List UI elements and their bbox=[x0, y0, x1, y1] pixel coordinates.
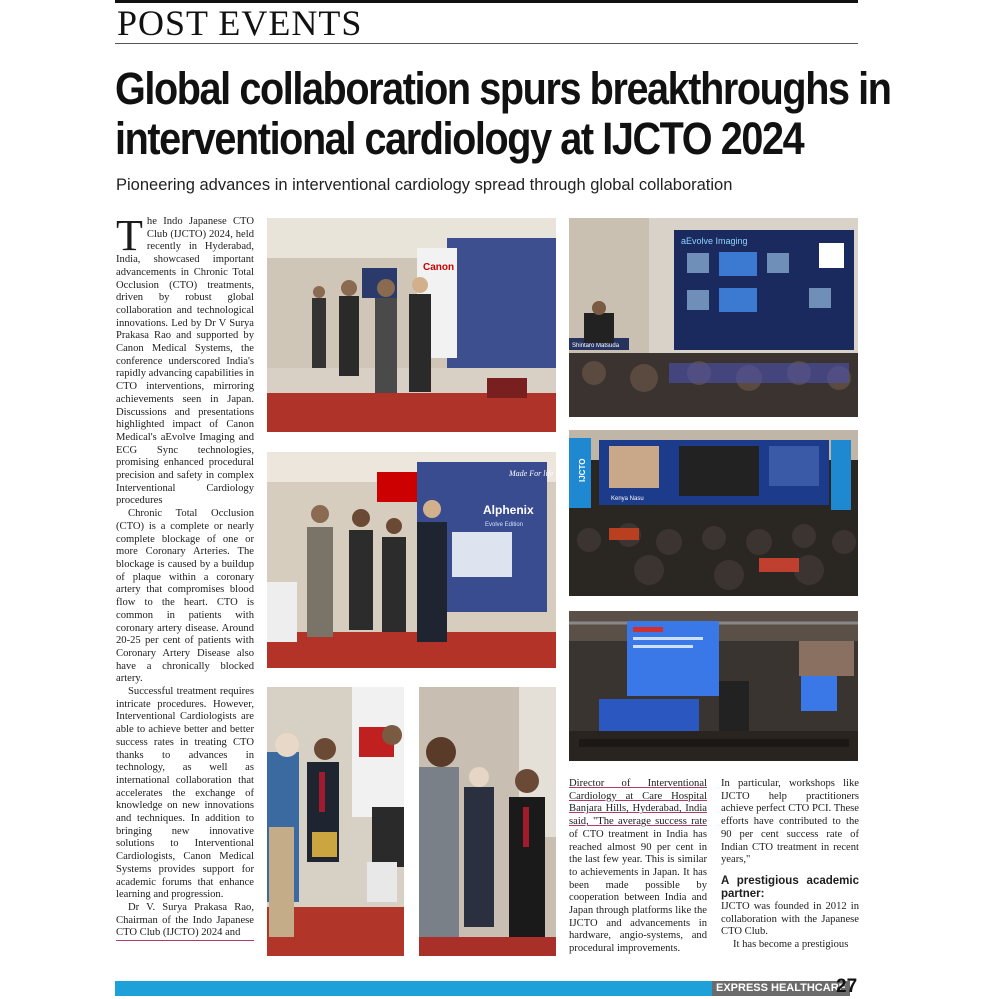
article-column-2 bbox=[569, 778, 707, 956]
subheadline: Pioneering advances in interventional cardiology spread through global collaboration bbox=[116, 176, 733, 194]
slide-title-text: aEvolve Imaging bbox=[681, 236, 748, 246]
photo-stage bbox=[569, 611, 858, 761]
article-paragraph-6: In particular, workshops like IJCTO help practitioners achieve perfect CTO PCI. These efforts have contributed to the 90 per cent success rate of Indian CTO treatment in recent years," bbox=[721, 778, 859, 866]
footer-brand: EXPRESS HEALTHCARE bbox=[712, 981, 850, 996]
photo-attendees-1 bbox=[267, 687, 404, 956]
photo-lecture-slide bbox=[569, 218, 858, 417]
page-number: 27 bbox=[836, 976, 858, 997]
article-paragraph-7: IJCTO was founded in 2012 in collaboration with the Japanese CTO Club. bbox=[721, 900, 859, 938]
photo-booth-group-2 bbox=[267, 452, 556, 668]
booth-tagline-text: Made For life bbox=[509, 469, 554, 478]
dropcap: T bbox=[116, 211, 143, 260]
article-paragraph-4: Dr V. Surya Prakasa Rao, Chairman of the Indo Japanese CTO Club (IJCTO) 2024 and bbox=[116, 902, 254, 941]
headline-line-1: Global collaboration spurs breakthroughs in bbox=[115, 63, 891, 114]
article-paragraph-3: Successful treatment requires intricate procedures. However, Interventional Cardiologists are able to achieve better and better success rates in treating CTO thanks to advances in technology, as well as international collaboration that accelerates the exchange of knowledge on new innovations and techniques. In addition to bringing new innovative solutions to Interventional Cardiologists, Canon Medical Systems provides support for academic forums that enhance learning and progression. bbox=[116, 686, 254, 901]
article-paragraph-5 bbox=[569, 778, 707, 956]
quote-highlight: Director of Interventional Cardiology at Care Hospital Banjara Hills, Hyderabad, India said, "The average success rate bbox=[569, 778, 707, 828]
article-paragraph-2: Chronic Total Occlusion (CTO) is a complete or nearly complete blockage of one or more Coronary Arteries. The blockage is caused by a buildup of plaque within a coronary artery that compromises blood flow to the heart. CTO is common in patients with coronary artery disease. Around 20-25 per cent of patients with Coronary Artery Disease also have a chronically blocked artery. bbox=[116, 508, 254, 685]
product-edition-text: Evolve Edition bbox=[485, 522, 524, 528]
product-name-text: Alphenix bbox=[483, 503, 534, 517]
headline bbox=[115, 63, 891, 164]
photo-conference-hall bbox=[569, 430, 858, 596]
section-subheading: A prestigious academic partner: bbox=[721, 874, 859, 900]
photo-booth-group bbox=[267, 218, 556, 432]
speaker-name: Kenya Nasu bbox=[611, 496, 644, 502]
article-paragraph-1-text: he Indo Japanese CTO Club (IJCTO) 2024, held recently in Hyderabad, India, showcased important advancements in Chronic Total Occlusion (CTO) treatments, driven by robust global collaboration and technological innovations. Led by Dr V Surya Prakasa Rao and supported by Canon Medical Systems, the conference underscored India's rapidly advancing capabilities in CTO interventions, mirroring achievements seen in Japan. Discussions and presentations highlighted impact of Canon Medical's aEvolve Imaging and ECG Sync technologies, promising enhanced procedural precision and safety in complex Interventional Cardiology procedures bbox=[116, 216, 254, 507]
article-column-1 bbox=[116, 211, 254, 941]
article-paragraph-8: It has become a prestigious bbox=[733, 939, 849, 951]
section-label: POST EVENTS bbox=[117, 3, 363, 43]
section-rule bbox=[115, 43, 858, 44]
booth-brand-text: Canon bbox=[423, 262, 455, 273]
article-paragraph-1 bbox=[116, 211, 254, 508]
article-column-3 bbox=[721, 778, 859, 952]
headline-line-2: interventional cardiology at IJCTO 2024 bbox=[115, 113, 804, 164]
banner-text: IJCTO bbox=[578, 458, 587, 482]
speaker-name-2: Shintaro Matsuda bbox=[572, 343, 620, 349]
quote-rest: of CTO treatment in India has reached almost 90 per cent in the last few year. This is similar to achievements in Japan. It has been made possible by cooperation between India and Japan through platforms like the IJCTO and advancements in hardware, angio-systems, and procedural improvements. bbox=[569, 828, 707, 955]
photo-attendees-2 bbox=[419, 687, 556, 956]
